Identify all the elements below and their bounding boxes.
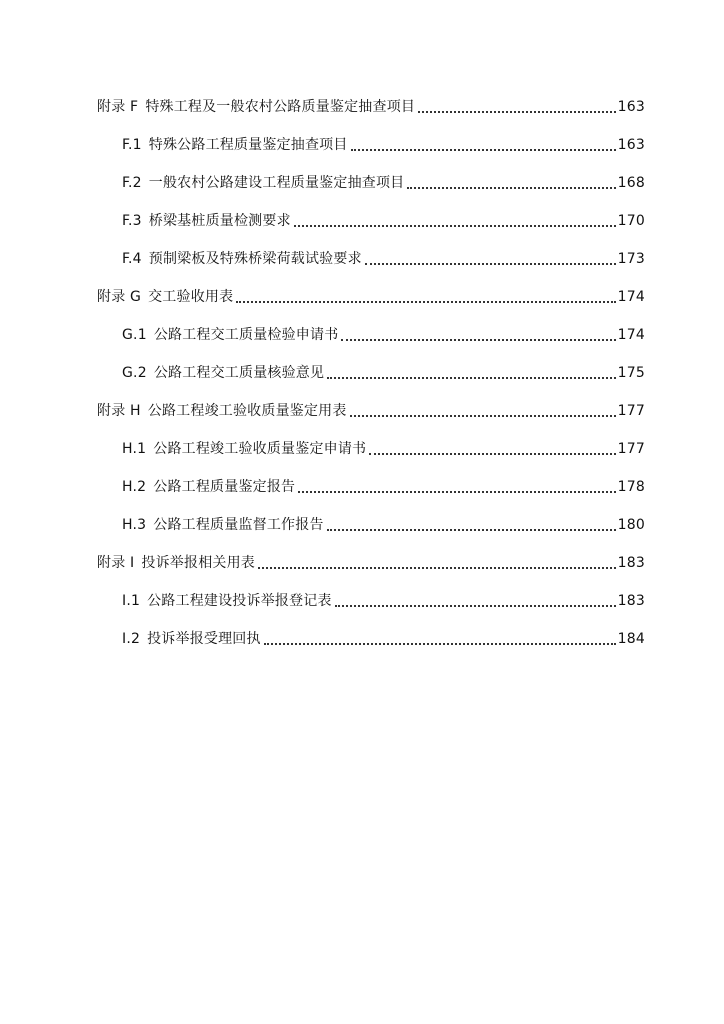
- toc-entry-title: [122, 325, 338, 345]
- toc-entry-title: [122, 591, 332, 611]
- toc-entry-title: [97, 97, 415, 117]
- toc-entry-label: 投诉举报受理回执: [147, 631, 261, 647]
- toc-entry-title: [122, 173, 404, 193]
- toc-entry-label: 特殊工程及一般农村公路质量鉴定抽查项目: [145, 99, 416, 115]
- toc-entry-page: 168: [617, 175, 645, 191]
- toc-entry-appendix-h[interactable]: [97, 397, 645, 421]
- toc-entry-page: 177: [617, 403, 645, 419]
- toc-leader-dots: [369, 453, 615, 455]
- toc-entry-label: 公路工程交工质量检验申请书: [153, 327, 339, 343]
- toc-entry-number: 附录 H: [97, 403, 141, 419]
- toc-entry-title: [122, 135, 348, 155]
- toc-leader-dots: [236, 301, 615, 303]
- toc-entry-page: 163: [617, 99, 645, 115]
- toc-entry-title: [122, 249, 362, 269]
- toc-leader-dots: [258, 567, 616, 569]
- toc-entry-appendix-f[interactable]: [97, 93, 645, 117]
- toc-entry-h2[interactable]: [97, 473, 645, 497]
- toc-entry-page: 170: [617, 213, 645, 229]
- toc-entry-label: 公路工程竣工验收质量鉴定申请书: [153, 441, 367, 457]
- toc-entry-page: 178: [617, 479, 645, 495]
- toc-entry-label: 公路工程质量鉴定报告: [153, 479, 296, 495]
- toc-entry-title: [97, 401, 347, 421]
- toc-entry-page: 183: [617, 555, 645, 571]
- toc-entry-page: 177: [617, 441, 645, 457]
- toc-entry-label: 公路工程建设投诉举报登记表: [147, 593, 332, 609]
- toc-leader-dots: [350, 415, 616, 417]
- toc-entry-i1[interactable]: [97, 587, 645, 611]
- toc-leader-dots: [341, 339, 615, 341]
- toc-entry-number: G.2: [122, 365, 147, 381]
- toc-entry-number: H.3: [122, 517, 147, 533]
- toc-entry-label: 公路工程质量监督工作报告: [153, 517, 324, 533]
- toc-entry-page: 184: [617, 631, 645, 647]
- toc-leader-dots: [365, 263, 616, 265]
- toc-entry-label: 投诉举报相关用表: [141, 555, 255, 571]
- toc-leader-dots: [298, 491, 615, 493]
- toc-entry-number: G.1: [122, 327, 147, 343]
- toc-entry-g1[interactable]: [97, 321, 645, 345]
- toc-entry-label: 特殊公路工程质量鉴定抽查项目: [148, 137, 348, 153]
- toc-entry-title: [97, 553, 255, 573]
- toc-entry-label: 交工验收用表: [148, 289, 234, 305]
- toc-entry-label: 一般农村公路建设工程质量鉴定抽查项目: [148, 175, 405, 191]
- toc-entry-title: [122, 629, 261, 649]
- toc-entry-title: [122, 515, 324, 535]
- toc-entry-f3[interactable]: [97, 207, 645, 231]
- toc-leader-dots: [327, 529, 616, 531]
- toc-entry-title: [122, 211, 291, 231]
- toc-leader-dots: [418, 111, 616, 113]
- toc-entry-page: 183: [617, 593, 645, 609]
- toc-entry-h1[interactable]: [97, 435, 645, 459]
- toc-entry-title: [122, 439, 366, 459]
- toc-entry-number: 附录 G: [97, 289, 142, 305]
- toc-leader-dots: [335, 605, 616, 607]
- toc-entry-number: H.2: [122, 479, 147, 495]
- toc-entry-number: 附录 I: [97, 555, 135, 571]
- toc-entry-label: 公路工程竣工验收质量鉴定用表: [147, 403, 347, 419]
- toc-entry-f1[interactable]: [97, 131, 645, 155]
- toc-entry-number: F.1: [122, 137, 142, 153]
- toc-entry-number: I.2: [122, 631, 141, 647]
- toc-entry-f2[interactable]: [97, 169, 645, 193]
- toc-leader-dots: [351, 149, 616, 151]
- toc-entry-page: 180: [617, 517, 645, 533]
- toc-entry-title: [97, 287, 233, 307]
- toc-leader-dots: [264, 643, 616, 645]
- toc-entry-number: F.4: [122, 251, 142, 267]
- toc-entry-label: 桥梁基桩质量检测要求: [148, 213, 291, 229]
- toc-entry-number: H.1: [122, 441, 147, 457]
- toc-entry-page: 174: [617, 327, 645, 343]
- toc-entry-number: I.1: [122, 593, 141, 609]
- toc-entry-label: 预制梁板及特殊桥梁荷载试验要求: [148, 251, 362, 267]
- toc-leader-dots: [407, 187, 615, 189]
- toc-entry-f4[interactable]: [97, 245, 645, 269]
- toc-entry-label: 公路工程交工质量核验意见: [153, 365, 325, 381]
- toc-entry-page: 173: [617, 251, 645, 267]
- toc-entry-appendix-i[interactable]: [97, 549, 645, 573]
- toc-entry-page: 174: [617, 289, 645, 305]
- toc-entry-page: 163: [617, 137, 645, 153]
- toc-entry-i2[interactable]: [97, 625, 645, 649]
- toc-leader-dots: [327, 377, 615, 379]
- toc-entry-h3[interactable]: [97, 511, 645, 535]
- toc-entry-appendix-g[interactable]: [97, 283, 645, 307]
- toc-entry-title: [122, 477, 295, 497]
- table-of-contents: [97, 93, 645, 663]
- toc-entry-page: 175: [617, 365, 645, 381]
- toc-entry-number: 附录 F: [97, 99, 139, 115]
- toc-entry-title: [122, 363, 324, 383]
- toc-entry-number: F.2: [122, 175, 142, 191]
- toc-leader-dots: [294, 225, 616, 227]
- toc-entry-g2[interactable]: [97, 359, 645, 383]
- toc-entry-number: F.3: [122, 213, 142, 229]
